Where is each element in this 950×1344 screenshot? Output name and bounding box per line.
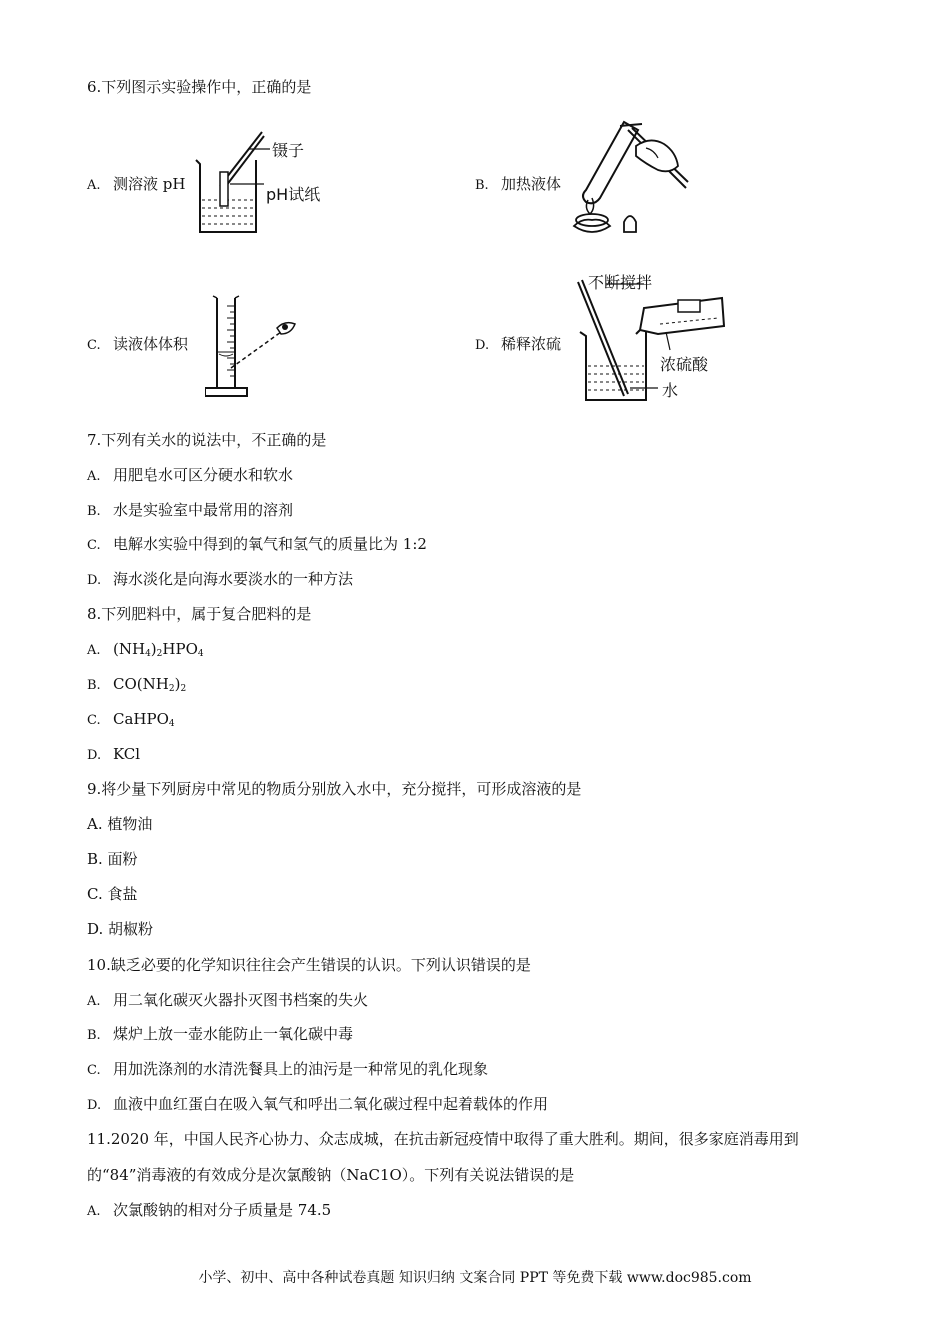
option-letter: C. xyxy=(87,713,101,728)
option-letter: D. xyxy=(87,1098,102,1113)
q8-option-c xyxy=(87,709,175,731)
option-letter: D. xyxy=(475,338,490,353)
q7-option-c xyxy=(87,534,427,556)
option-text: 加热液体 xyxy=(501,175,562,193)
option-text: 用加洗涤剂的水清洗餐具上的油污是一种常见的乳化现象 xyxy=(113,1060,489,1078)
figure-dilute-acid xyxy=(574,270,754,406)
q7-option-b xyxy=(87,500,293,522)
option-letter: B. xyxy=(87,504,101,519)
option-text: 稀释浓硫 xyxy=(501,335,562,353)
option-text: 测溶液 pH xyxy=(113,175,186,193)
figure-heat-liquid xyxy=(566,116,696,240)
label-ph-paper: pH试纸 xyxy=(266,185,321,204)
label-water: 水 xyxy=(662,381,679,400)
option-text: 读液体体积 xyxy=(113,335,189,353)
label-stir: 不断搅拌 xyxy=(588,273,653,292)
q6-option-a xyxy=(87,174,185,196)
q7-option-d xyxy=(87,569,353,591)
option-text: 水是实验室中最常用的溶剂 xyxy=(113,501,294,519)
option-letter: C. xyxy=(87,1063,101,1078)
q9-option-a: A. 植物油 xyxy=(87,815,153,833)
option-formula: CaHPO$_4$ xyxy=(113,710,175,729)
option-letter: D. xyxy=(87,748,102,763)
label-conc-acid: 浓硫酸 xyxy=(660,355,709,374)
q11-stem-line1: 11.2020 年，中国人民齐心协力、众志成城，在抗击新冠疫情中取得了重大胜利。期间，很多家庭消毒用到 xyxy=(87,1130,799,1148)
q9-option-b: B. 面粉 xyxy=(87,850,138,868)
q10-option-b xyxy=(87,1024,353,1046)
option-letter: B. xyxy=(87,1028,101,1043)
figure-read-volume xyxy=(205,292,305,402)
q7-option-a xyxy=(87,465,293,487)
option-text: 次氯酸钠的相对分子质量是 74.5 xyxy=(113,1201,332,1219)
q6-option-c xyxy=(87,334,188,356)
option-letter: B. xyxy=(87,678,101,693)
option-letter: C. xyxy=(87,338,101,353)
option-text: 煤炉上放一壶水能防止一氧化碳中毒 xyxy=(113,1025,354,1043)
q9-option-c: C. 食盐 xyxy=(87,885,138,903)
option-formula: $(NH_4)_2HPO_4$ xyxy=(113,640,204,659)
q9-stem: 9.将少量下列厨房中常见的物质分别放入水中，充分搅拌，可形成溶液的是 xyxy=(87,780,582,798)
q8-option-a xyxy=(87,639,204,661)
q6-option-b xyxy=(475,174,561,196)
q8-option-b xyxy=(87,674,186,696)
option-letter: A. xyxy=(87,469,101,484)
figure-measure-ph xyxy=(190,126,330,238)
q8-option-d xyxy=(87,744,140,766)
option-letter: A. xyxy=(87,994,101,1009)
q10-option-d xyxy=(87,1094,548,1116)
q8-stem: 8.下列肥料中，属于复合肥料的是 xyxy=(87,605,312,623)
option-letter: C. xyxy=(87,538,101,553)
option-letter: D. xyxy=(87,573,102,588)
page-footer: 小学、初中、高中各种试卷真题 知识归纳 文案合同 PPT 等免费下载 www.doc985.com xyxy=(198,1270,752,1286)
q10-stem: 10.缺乏必要的化学知识往往会产生错误的认识。下列认识错误的是 xyxy=(87,956,531,974)
option-text: 海水淡化是向海水要淡水的一种方法 xyxy=(113,570,354,588)
option-letter: A. xyxy=(87,1204,101,1219)
option-formula: KCl xyxy=(113,745,141,763)
option-formula: $CO(NH_2)_2$ xyxy=(113,675,187,694)
q7-stem: 7.下列有关水的说法中，不正确的是 xyxy=(87,431,327,449)
option-letter: A. xyxy=(87,178,101,193)
option-letter: A. xyxy=(87,643,101,658)
q10-option-a xyxy=(87,990,368,1012)
label-tweezers: 镊子 xyxy=(272,141,305,160)
option-text: 用二氧化碳灭火器扑灭图书档案的失火 xyxy=(113,991,369,1009)
q6-option-d xyxy=(475,334,561,356)
q11-option-a xyxy=(87,1200,331,1222)
option-text: 血液中血红蛋白在吸入氧气和呼出二氧化碳过程中起着载体的作用 xyxy=(113,1095,549,1113)
q10-option-c xyxy=(87,1059,488,1081)
option-letter: B. xyxy=(475,178,489,193)
q9-option-d: D. 胡椒粉 xyxy=(87,920,154,938)
option-text: 电解水实验中得到的氧气和氢气的质量比为 1:2 xyxy=(113,535,427,553)
q11-stem-line2: 的“84”消毒液的有效成分是次氯酸钠（NaC1O）。下列有关说法错误的是 xyxy=(87,1166,575,1184)
q6-stem: 6.下列图示实验操作中，正确的是 xyxy=(87,78,312,96)
option-text: 用肥皂水可区分硬水和软水 xyxy=(113,466,294,484)
